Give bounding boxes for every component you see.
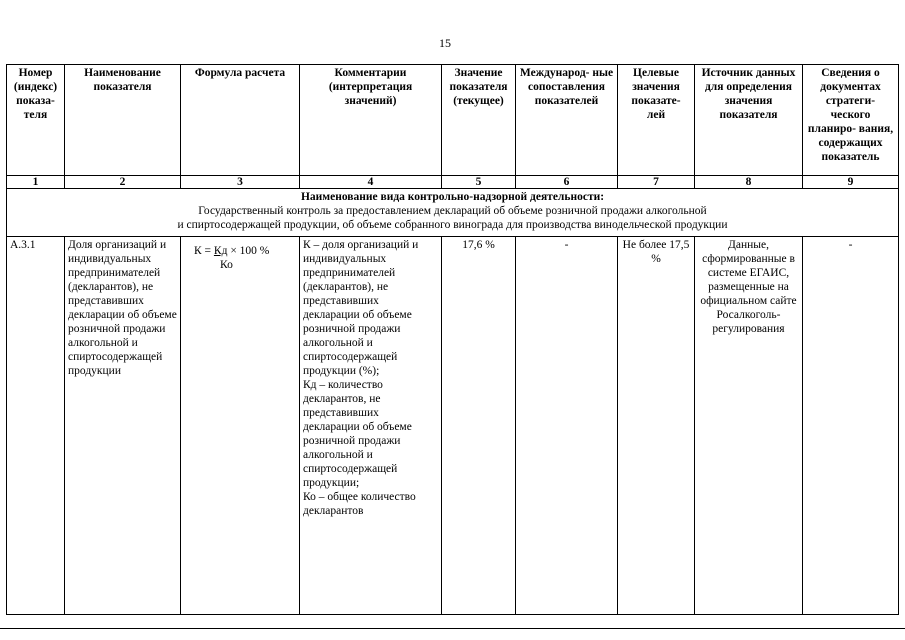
column-number: 1 bbox=[7, 176, 65, 189]
comment-line: Кд – количество декларантов, не представивших декларации об объеме розничной продажи алкогольной и спиртосодержащей продукции; bbox=[303, 378, 412, 489]
header-international: Международ- ные сопоставления показателей bbox=[516, 65, 618, 176]
row-strategic-docs: - bbox=[803, 236, 899, 614]
section-line-2: и спиртосодержащей продукции, об объеме собранного винограда для производства винодельческой продукции bbox=[177, 219, 728, 232]
column-number: 3 bbox=[181, 176, 300, 189]
column-number: 2 bbox=[65, 176, 181, 189]
formula-rest: × 100 % bbox=[230, 244, 270, 257]
column-number: 5 bbox=[442, 176, 516, 189]
section-row bbox=[7, 189, 899, 237]
column-number-row bbox=[7, 176, 899, 189]
column-number: 9 bbox=[803, 176, 899, 189]
row-source: Данные, сформированные в системе ЕГАИС, размещенные на официальном сайте Росалкоголь- регулирования bbox=[695, 236, 803, 614]
header-name: Наименование показателя bbox=[65, 65, 181, 176]
formula-lhs: К = bbox=[194, 244, 212, 257]
header-formula: Формула расчета bbox=[181, 65, 300, 176]
row-target: Не более 17,5 % bbox=[618, 236, 695, 614]
row-comments bbox=[300, 236, 442, 614]
row-index: А.3.1 bbox=[7, 236, 65, 614]
header-row bbox=[7, 65, 899, 176]
formula-expression bbox=[184, 238, 296, 258]
section-title: Наименование вида контрольно-надзорной деятельности: bbox=[300, 191, 605, 204]
comment-line: Ко – общее количество декларантов bbox=[303, 490, 416, 517]
column-number: 8 bbox=[695, 176, 803, 189]
row-current-value: 17,6 % bbox=[442, 236, 516, 614]
formula-denominator: Ко bbox=[220, 258, 233, 271]
row-formula bbox=[181, 236, 300, 614]
column-number: 6 bbox=[516, 176, 618, 189]
header-strategic-docs: Сведения о документах стратеги- ческого планиро- вания, содержащих показатель bbox=[803, 65, 899, 176]
header-current-value: Значение показателя (текущее) bbox=[442, 65, 516, 176]
section-line-1: Государственный контроль за предоставлением деклараций об объеме розничной продажи алкогольной bbox=[198, 205, 707, 218]
header-comments: Комментарии (интерпретация значений) bbox=[300, 65, 442, 176]
page-bottom-rule bbox=[0, 628, 905, 629]
section-cell bbox=[7, 189, 899, 237]
comment-line: К – доля организаций и индивидуальных предпринимателей (декларантов), не представивших декларации об объеме розничной продажи алкогольной и спиртосодержащей продукции (%); bbox=[303, 238, 419, 377]
header-target: Целевые значения показате- лей bbox=[618, 65, 695, 176]
header-source: Источник данных для определения значения показателя bbox=[695, 65, 803, 176]
formula-numerator: Кд bbox=[213, 244, 228, 257]
indicator-table bbox=[6, 64, 899, 615]
row-name: Доля организаций и индивидуальных предпринимателей (декларантов), не представивших декларации об объеме розничной продажи алкогольной и спиртосодержащей продукции bbox=[65, 236, 181, 614]
column-number: 7 bbox=[618, 176, 695, 189]
row-international: - bbox=[516, 236, 618, 614]
column-number: 4 bbox=[300, 176, 442, 189]
header-index: Номер (индекс) показа- теля bbox=[7, 65, 65, 176]
page-number: 15 bbox=[439, 36, 451, 50]
table-row bbox=[7, 236, 899, 614]
